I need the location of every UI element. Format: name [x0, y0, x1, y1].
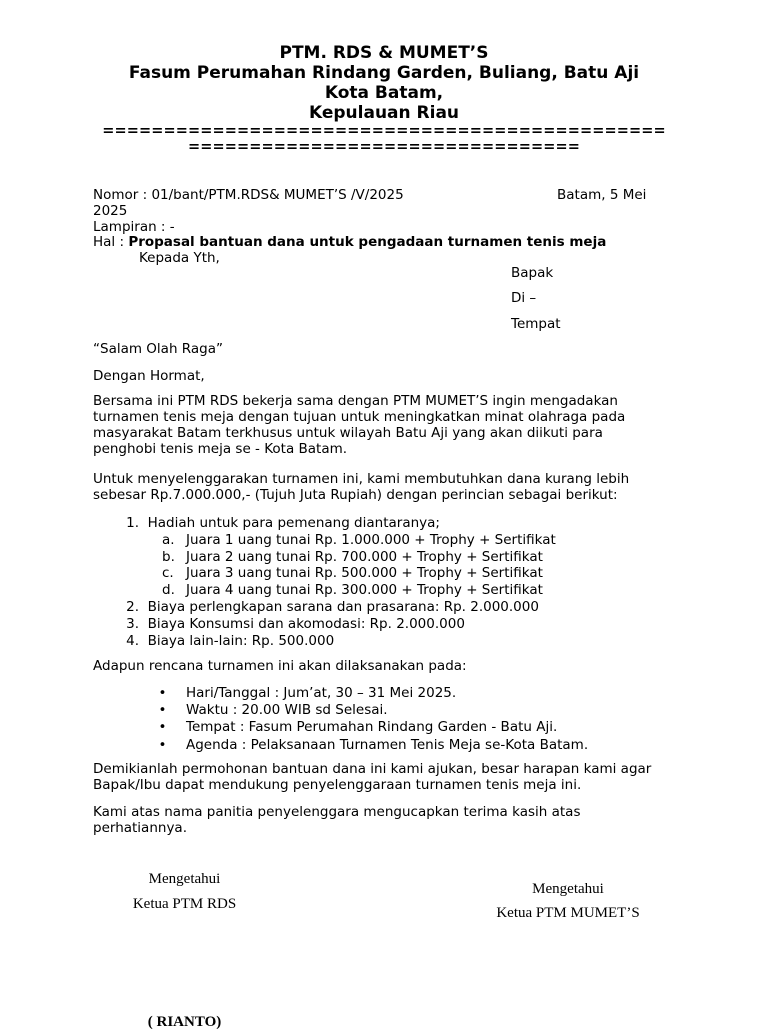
thanks-paragraph: Kami atas nama panitia penyelenggara mengucapkan terima kasih atas perhatiannya.: [93, 804, 581, 836]
paragraph-intro: Bersama ini PTM RDS bekerja sama dengan PTM MUMET’S ingin mengadakan turnamen tenis meja dengan tujuan untuk meningkatkan minat olahraga pada masyarakat Batam terkhusus untuk wilayah Batu Aji yang akan diikuti para penghobi tenis meja se - Kota Batam.: [93, 393, 626, 457]
schedule-item: • Hari/Tanggal : Jum’at, 30 – 31 Mei 2025.: [93, 685, 588, 702]
left-signatory-name: ( RIANTO): [147, 1014, 222, 1030]
right-acknowledged-label: Mengetahui: [532, 881, 604, 897]
subject-text: Propasal bantuan dana untuk pengadaan turnamen tenis meja: [128, 234, 607, 250]
prize-item: b. Juara 2 uang tunai Rp. 700.000 + Trophy + Sertifikat: [162, 548, 543, 565]
bullet-icon: •: [158, 685, 167, 701]
subject-line: [93, 234, 606, 250]
attachment-line: Lampiran : -: [93, 219, 175, 235]
greeting: “Salam Olah Raga”: [93, 341, 223, 357]
cost-breakdown-list: [93, 515, 653, 649]
list-item: 1. Hadiah untuk para pemenang diantaranya;: [126, 515, 440, 531]
addressee-intro: Kepada Yth,: [139, 250, 220, 266]
prize-item: c. Juara 3 uang tunai Rp. 500.000 + Trophy + Sertifikat: [162, 565, 543, 582]
schedule-list: [93, 685, 588, 754]
bullet-icon: •: [158, 702, 167, 719]
list-item: 4. Biaya lain-lain: Rp. 500.000: [126, 632, 335, 649]
address-line-2: Kota Batam,: [324, 83, 444, 103]
opening-salutation: Dengan Hormat,: [93, 368, 205, 384]
separator-line-1: ==============================================: [102, 123, 666, 139]
schedule-item: • Waktu : 20.00 WIB sd Selesai.: [93, 702, 588, 719]
org-name: PTM. RDS & MUMET’S: [279, 43, 489, 63]
recipient-line-1: Bapak: [511, 265, 554, 281]
letter-number: Nomor : 01/bant/PTM.RDS& MUMET’S /V/2025: [93, 187, 404, 203]
paragraph-funding: Untuk menyelenggarakan turnamen ini, kami membutuhkan dana kurang lebih sebesar Rp.7.000.000,- (Tujuh Juta Rupiah) dengan perincian sebagai berikut:: [93, 471, 630, 503]
address-line-3: Kepulauan Riau: [308, 103, 460, 123]
prize-item: a. Juara 1 uang tunai Rp. 1.000.000 + Trophy + Sertifikat: [162, 531, 556, 548]
prize-item: d. Juara 4 uang tunai Rp. 300.000 + Trophy + Sertifikat: [162, 582, 543, 599]
recipient-line-3: Tempat: [511, 316, 561, 332]
subject-label: Hal :: [93, 234, 129, 250]
closing-paragraph: Demikianlah permohonan bantuan dana ini kami ajukan, besar harapan kami agar Bapak/Ibu dapat mendukung penyelenggaraan turnamen tenis meja ini.: [93, 761, 652, 793]
bullet-icon: •: [158, 736, 167, 753]
bullet-icon: •: [158, 719, 167, 736]
schedule-item: • Agenda : Pelaksanaan Turnamen Tenis Meja se-Kota Batam.: [93, 737, 588, 754]
schedule-item: • Tempat : Fasum Perumahan Rindang Garden - Batu Aji.: [93, 719, 588, 736]
address-line-1: Fasum Perumahan Rindang Garden, Buliang, Batu Aji: [128, 63, 640, 83]
left-signatory-title: Ketua PTM RDS: [132, 896, 237, 912]
separator-line-2: ================================: [188, 139, 580, 155]
recipient-line-2: Di –: [511, 290, 537, 306]
right-signatory-title: Ketua PTM MUMET’S: [496, 905, 640, 921]
place-date-year: 2025: [93, 203, 128, 219]
schedule-intro: Adapun rencana turnamen ini akan dilaksanakan pada:: [93, 658, 467, 674]
list-item: 3. Biaya Konsumsi dan akomodasi: Rp. 2.000.000: [126, 615, 465, 632]
left-acknowledged-label: Mengetahui: [148, 871, 221, 887]
list-item: 2. Biaya perlengkapan sarana dan prasarana: Rp. 2.000.000: [126, 598, 539, 615]
place-date: Batam, 5 Mei: [557, 187, 647, 203]
